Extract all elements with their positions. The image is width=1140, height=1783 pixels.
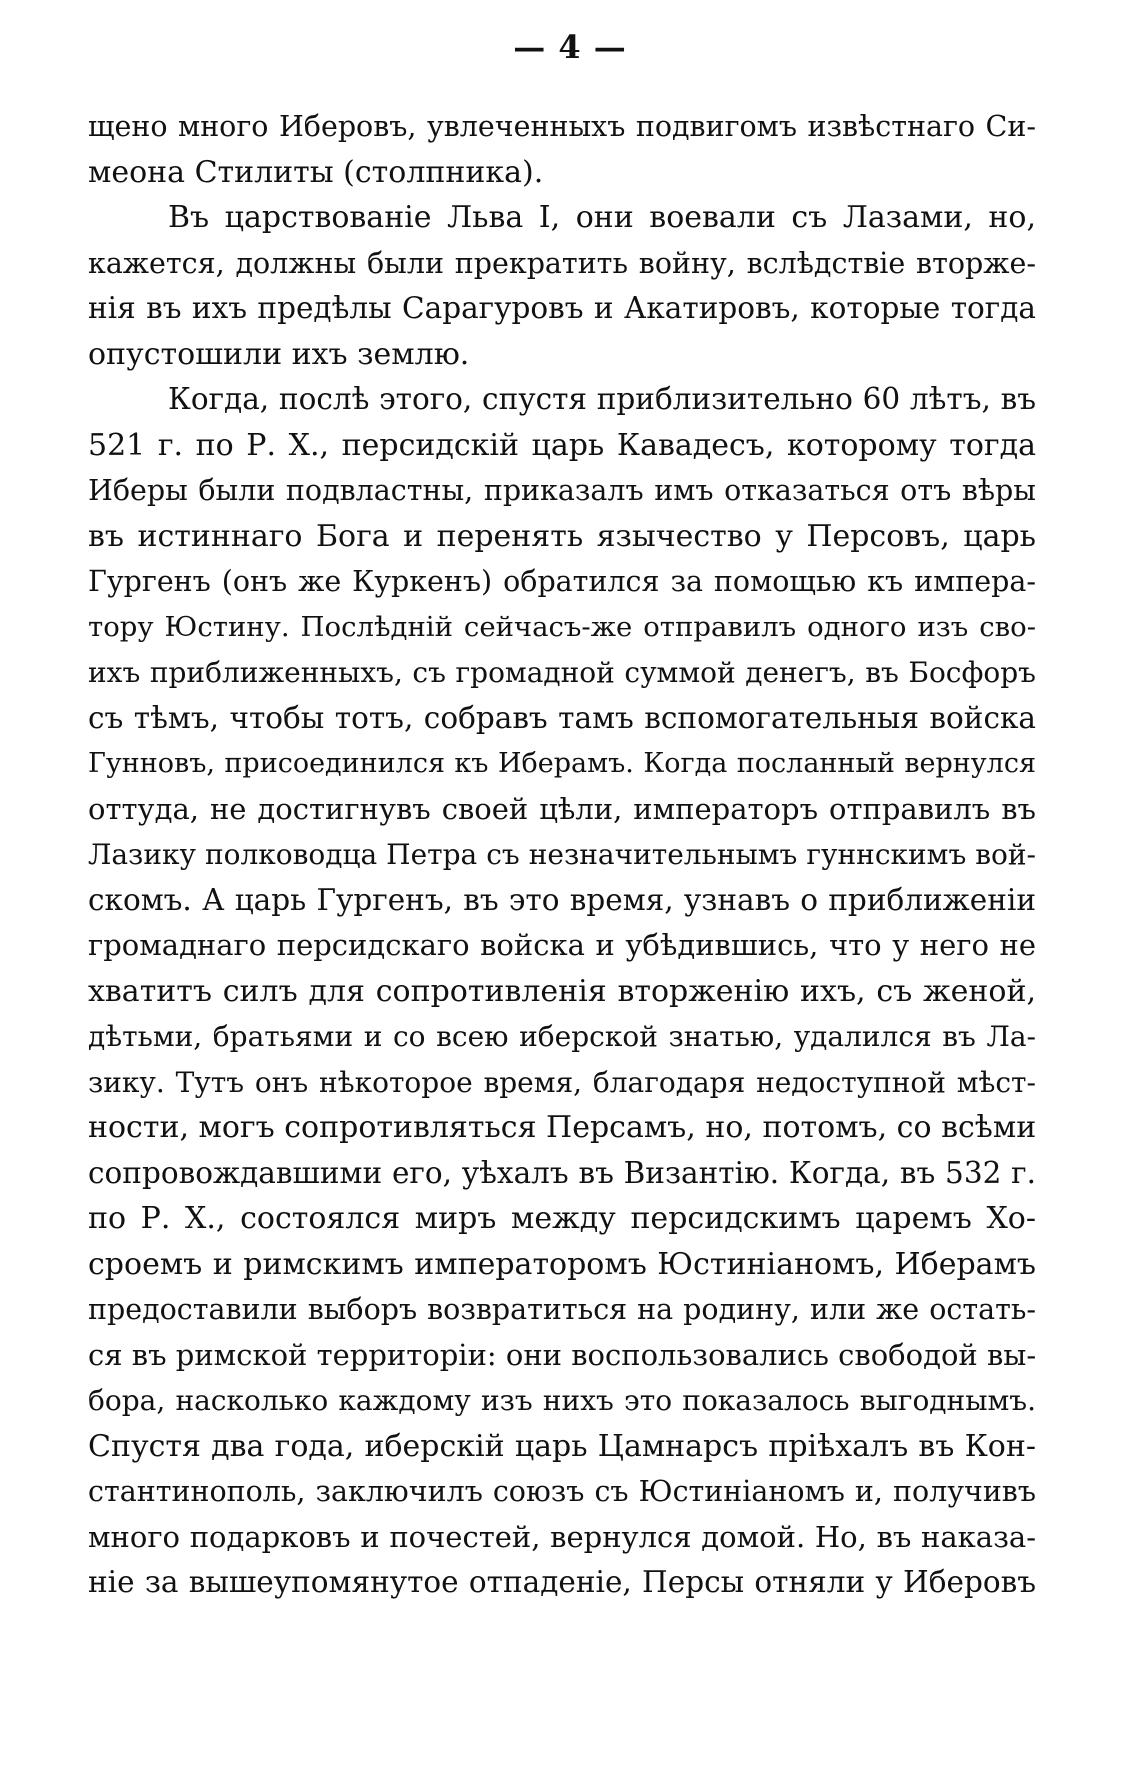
- text-line: бора, насколько каждому изъ нихъ это показалось выгоднымъ.: [88, 1384, 1036, 1417]
- text-line: сроемъ и римскимъ императоромъ Юстиніаномъ, Иберамъ: [88, 1246, 1036, 1282]
- text-line: щено много Иберовъ, увлеченныхъ подвигомъ извѣстнаго Си-: [88, 110, 1036, 143]
- text-line: меона Стилиты (столпника).: [88, 154, 544, 190]
- paragraph-start-line: Въ царствованіе Льва I, они воевали съ Лазами, но,: [168, 200, 1036, 235]
- text-line: по Р. Х., состоялся миръ между персидскимъ царемъ Хо-: [88, 1201, 1036, 1236]
- text-line: опустошили ихъ землю.: [88, 336, 470, 372]
- text-line: сопровождавшими его, уѣхалъ въ Византію. Когда, въ 532 г.: [88, 1155, 1036, 1190]
- text-line: въ истиннаго Бога и перенять язычество у Персовъ, царь: [88, 518, 1036, 554]
- text-line: хватитъ силъ для сопротивленія вторженію ихъ, съ женой,: [88, 973, 1036, 1009]
- text-line: ности, могъ сопротивляться Персамъ, но, потомъ, со всѣми: [88, 1110, 1036, 1145]
- text-line: 521 г. по Р. Х., персидскій царь Кавадесъ, которому тогда: [88, 427, 1036, 463]
- text-line: скомъ. А царь Гургенъ, въ это время, узнавъ о приближеніи: [88, 882, 1036, 917]
- text-line: стантинополь, заключилъ союзъ съ Юстиніаномъ и, получивъ: [88, 1475, 1036, 1508]
- text-line: съ тѣмъ, чтобы тотъ, собравъ тамъ вспомогательныя войска: [88, 700, 1036, 735]
- text-line: тору Юстину. Послѣдній сейчасъ-же отправилъ одного изъ сво-: [88, 610, 1036, 643]
- text-line: предоставили выборъ возвратиться на родину, или же остать-: [88, 1293, 1036, 1326]
- text-line: Лазику полководца Петра съ незначительнымъ гуннскимъ вой-: [88, 838, 1036, 871]
- text-line: дѣтьми, братьями и со всею иберской знатью, удалился въ Ла-: [88, 1020, 1036, 1053]
- text-line: нія въ ихъ предѣлы Сарагуровъ и Акатировъ, которые тогда: [88, 291, 1036, 325]
- paragraph-start-line: Когда, послѣ этого, спустя приблизительно 60 лѣтъ, въ: [168, 382, 1036, 416]
- page-number: — 4 —: [513, 28, 627, 66]
- text-line: Спустя два года, иберскій царь Цамнарсъ пріѣхалъ въ Кон-: [88, 1428, 1036, 1464]
- text-line: Гунновъ, присоединился къ Иберамъ. Когда посланный вернулся: [88, 748, 1036, 779]
- text-line: Гургенъ (онъ же Куркенъ) обратился за помощью къ импера-: [88, 565, 1036, 598]
- text-line: громаднаго персидскаго войска и убѣдившись, что у него не: [88, 928, 1036, 962]
- text-line: ихъ приближенныхъ, съ громадной суммой денегъ, въ Босфоръ: [88, 656, 1036, 689]
- body-text: [88, 104, 1036, 1606]
- text-line: кажется, должны были прекратить войну, вслѣдствіе вторже-: [88, 246, 1036, 280]
- text-line: зику. Тутъ онъ нѣкоторое время, благодаря недоступной мѣст-: [88, 1065, 1036, 1099]
- text-line: Иберы были подвластны, приказалъ имъ отказаться отъ вѣры: [88, 474, 1036, 507]
- text-line: ся въ римской территоріи: они воспользовались свободой вы-: [88, 1337, 1036, 1372]
- text-line: много подарковъ и почестей, вернулся домой. Но, въ наказа-: [88, 1519, 1036, 1554]
- text-line: оттуда, не достигнувъ своей цѣли, императоръ отправилъ въ: [88, 791, 1036, 826]
- text-line: ніе за вышеупомянутое отпаденіе, Персы отняли у Иберовъ: [88, 1565, 1036, 1599]
